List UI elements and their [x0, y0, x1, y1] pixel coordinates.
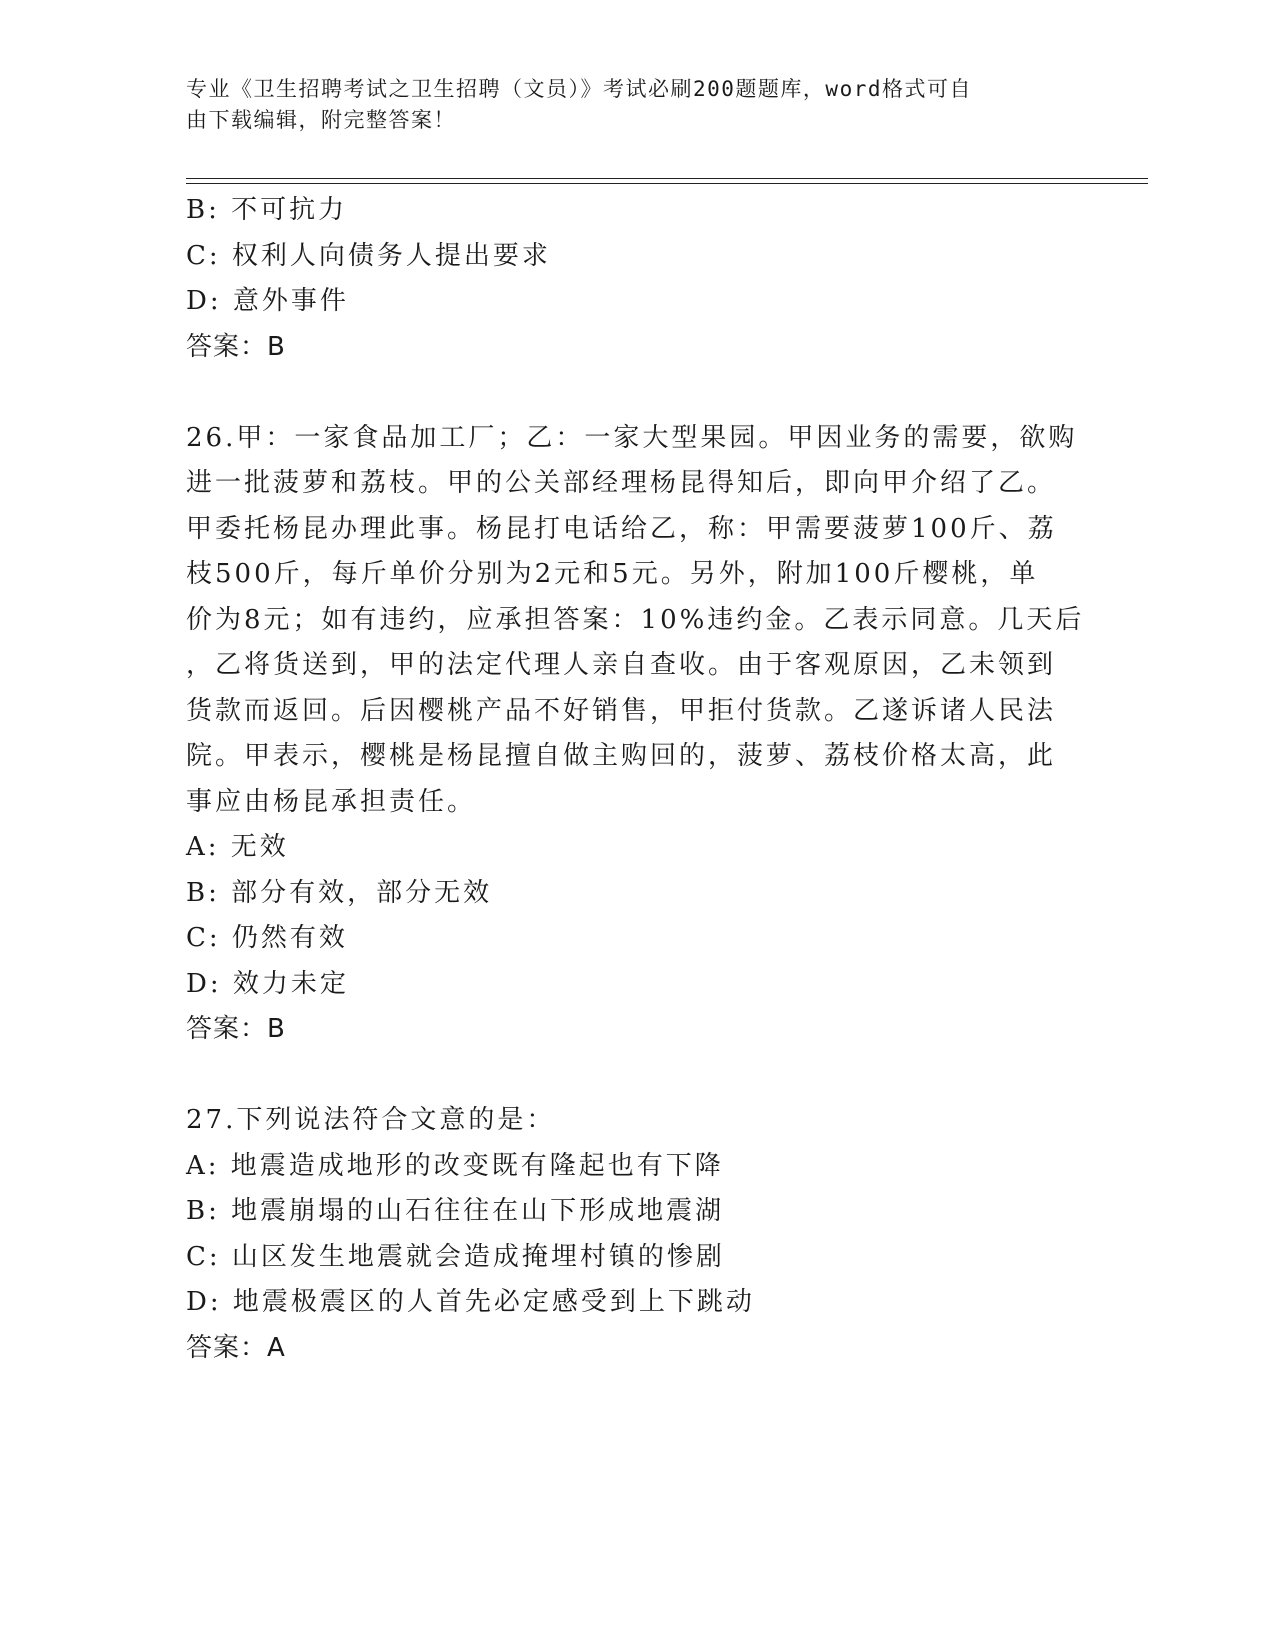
question-stem-line: 27.下列说法符合文意的是：: [186, 1105, 556, 1135]
document-header: [186, 74, 1086, 136]
option-d: D: 意外事件: [186, 286, 349, 316]
option-b: B: 不可抗力: [186, 195, 348, 225]
question-stem-line: ，乙将货送到，甲的法定代理人亲自查收。由于客观原因，乙未领到: [186, 650, 1057, 680]
document-body: [186, 188, 1086, 1371]
question-stem-line: 货款而返回。后因樱桃产品不好销售，甲拒付货款。乙遂诉诸人民法: [186, 695, 1057, 726]
question-27: [186, 1098, 1086, 1371]
option-b: B: 部分有效，部分无效: [186, 877, 493, 908]
question-25-tail: [186, 188, 1086, 370]
question-stem-line: 甲委托杨昆办理此事。杨昆打电话给乙，称：甲需要菠萝100斤、荔: [186, 513, 1057, 544]
option-a: A: 地震造成地形的改变既有隆起也有下降: [186, 1150, 724, 1181]
option-c: C: 山区发生地震就会造成掩埋村镇的惨剧: [186, 1241, 725, 1272]
spacer: [186, 1053, 1086, 1099]
question-stem-line: 院。甲表示，樱桃是杨昆擅自做主购回的，菠萝、荔枝价格太高，此: [186, 741, 1057, 771]
question-stem-line: 事应由杨昆承担责任。: [186, 786, 477, 817]
question-stem-line: 价为8元；如有违约，应承担答案：10%违约金。乙表示同意。几天后: [186, 604, 1085, 635]
spacer: [186, 370, 1086, 416]
question-stem-line: 进一批菠萝和荔枝。甲的公关部经理杨昆得知后，即向甲介绍了乙。: [186, 468, 1057, 498]
header-line-2: 由下载编辑，附完整答案！: [186, 108, 456, 132]
option-c: C: 仍然有效: [186, 923, 348, 953]
answer-line: 答案：B: [186, 331, 286, 362]
option-b: B: 地震崩塌的山石往往在山下形成地震湖: [186, 1196, 725, 1226]
header-line-1: 专业《卫生招聘考试之卫生招聘（文员）》考试必刷200题题库，word格式可自: [186, 77, 972, 101]
question-26: [186, 416, 1086, 1053]
option-a: A: 无效: [186, 832, 289, 862]
question-stem-line: 26.甲：一家食品加工厂；乙：一家大型果园。甲因业务的需要，欲购: [186, 422, 1078, 453]
answer-line: 答案：B: [186, 1014, 286, 1044]
option-d: D: 地震极震区的人首先必定感受到上下跳动: [186, 1287, 755, 1317]
option-c: C: 权利人向债务人提出要求: [186, 240, 551, 271]
answer-line: 答案：A: [186, 1332, 286, 1363]
option-d: D: 效力未定: [186, 968, 349, 999]
question-stem-line: 枝500斤，每斤单价分别为2元和5元。另外，附加100斤樱桃，单: [186, 559, 1039, 589]
header-double-rule: [186, 178, 1148, 184]
